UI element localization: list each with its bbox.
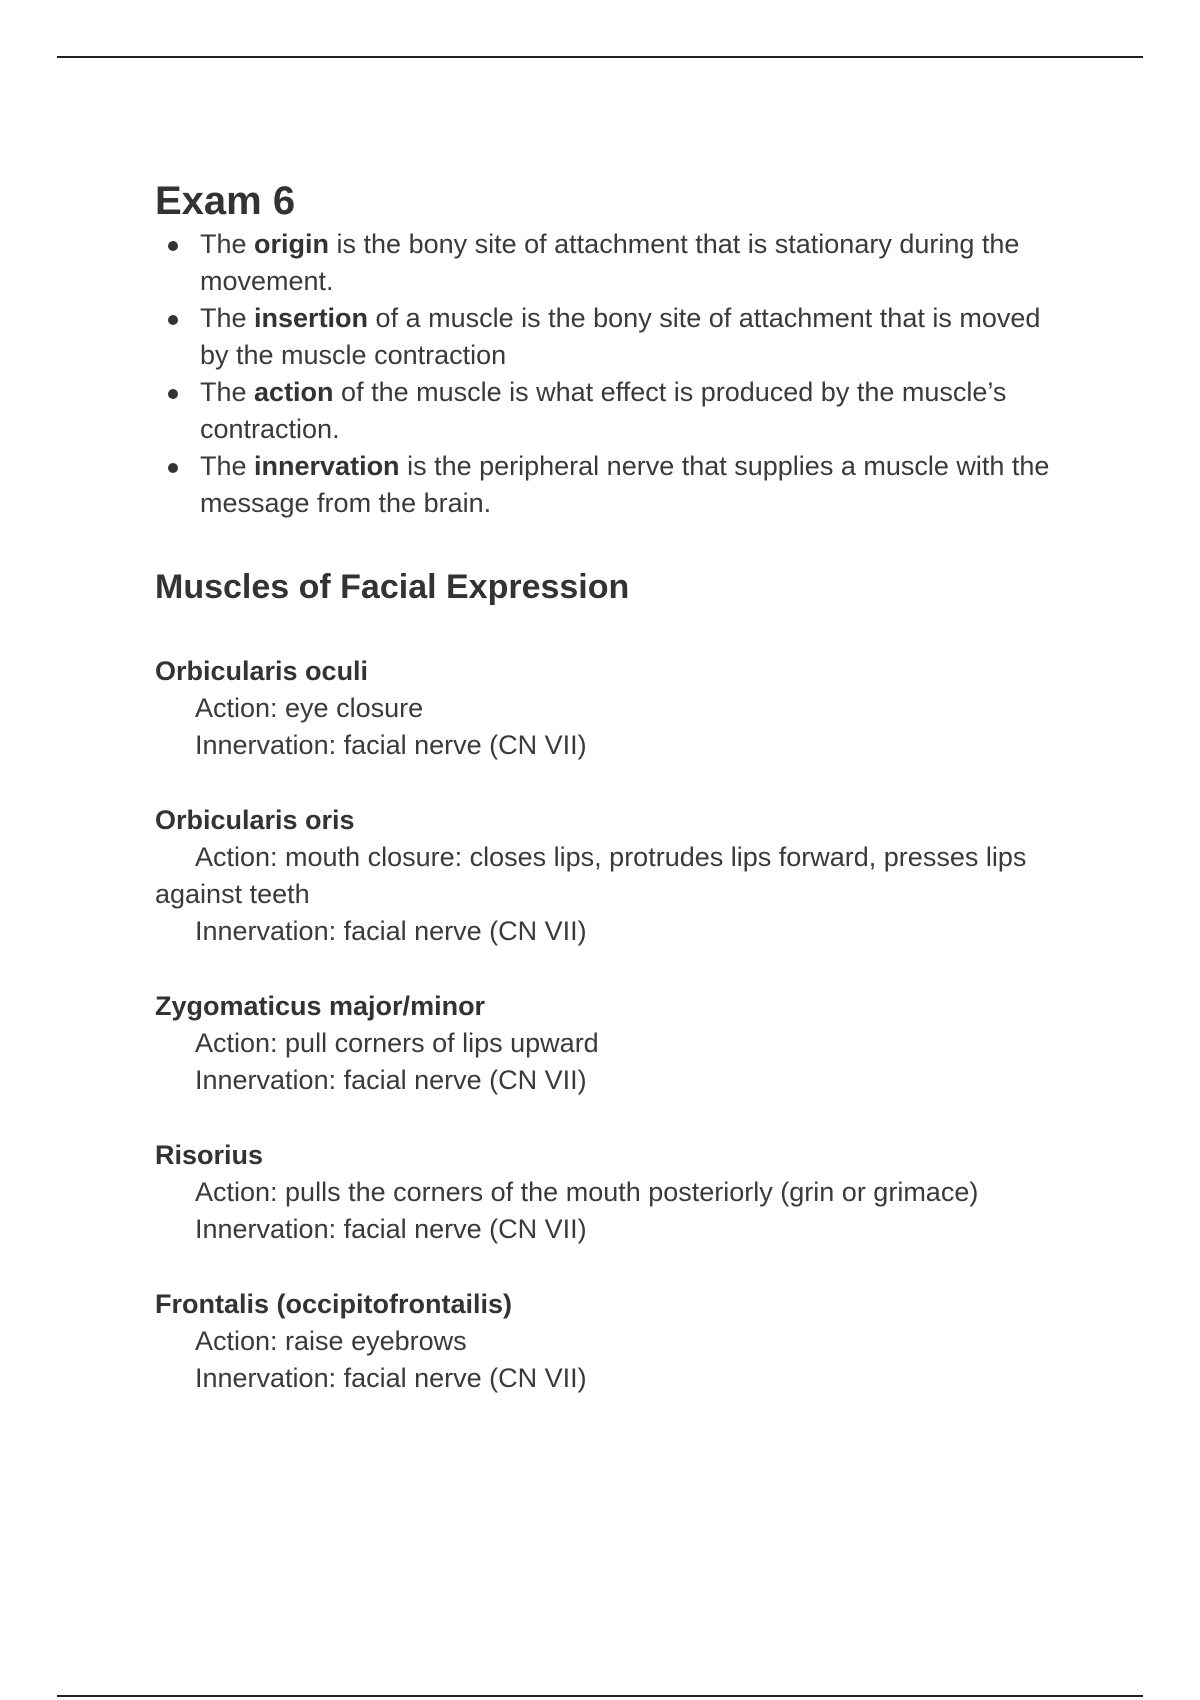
bottom-divider: [57, 1695, 1143, 1697]
definition-item: The action of the muscle is what effect is produced by the muscle’s contraction.: [155, 374, 1075, 448]
bullet-icon: [168, 463, 178, 473]
bullet-icon: [168, 315, 178, 325]
bullet-icon: [168, 241, 178, 251]
page-title: Exam 6: [155, 179, 296, 223]
definitions-list: [155, 226, 1075, 522]
muscle-action: Action: eye closure: [195, 693, 424, 723]
muscle-entry: [155, 802, 1075, 950]
document-body: [155, 176, 1075, 1435]
muscle-name: Orbicularis oris: [155, 805, 355, 835]
muscle-innervation: Innervation: facial nerve (CN VII): [195, 1214, 587, 1244]
section-title: Muscles of Facial Expression: [155, 568, 630, 606]
muscle-action: Action: mouth closure: closes lips, protrudes lips forward, presses lips against teeth: [155, 842, 1027, 909]
term: action: [254, 377, 334, 407]
muscle-name: Risorius: [155, 1140, 264, 1170]
muscle-innervation: Innervation: facial nerve (CN VII): [195, 730, 587, 760]
top-divider: [57, 56, 1143, 58]
term: insertion: [254, 303, 369, 333]
definition-item: The origin is the bony site of attachment that is stationary during the movement.: [155, 226, 1075, 300]
bullet-icon: [168, 389, 178, 399]
muscle-action: Action: raise eyebrows: [195, 1326, 467, 1356]
muscle-innervation: Innervation: facial nerve (CN VII): [195, 1065, 587, 1095]
term: origin: [254, 229, 330, 259]
muscle-entry: [155, 1137, 1075, 1248]
muscle-name: Frontalis (occipitofrontailis): [155, 1289, 513, 1319]
muscle-name: Orbicularis oculi: [155, 656, 369, 686]
muscle-entry: [155, 1286, 1075, 1397]
muscle-innervation: Innervation: facial nerve (CN VII): [195, 916, 587, 946]
term: innervation: [254, 451, 400, 481]
muscle-innervation: Innervation: facial nerve (CN VII): [195, 1363, 587, 1393]
muscle-entry: [155, 988, 1075, 1099]
muscle-action: Action: pull corners of lips upward: [195, 1028, 599, 1058]
muscle-entry: [155, 653, 1075, 764]
muscle-action: Action: pulls the corners of the mouth posteriorly (grin or grimace): [195, 1177, 979, 1207]
muscle-name: Zygomaticus major/minor: [155, 991, 486, 1021]
definition-item: The insertion of a muscle is the bony site of attachment that is moved by the muscle contraction: [155, 300, 1075, 374]
definition-item: The innervation is the peripheral nerve that supplies a muscle with the message from the brain.: [155, 448, 1075, 522]
